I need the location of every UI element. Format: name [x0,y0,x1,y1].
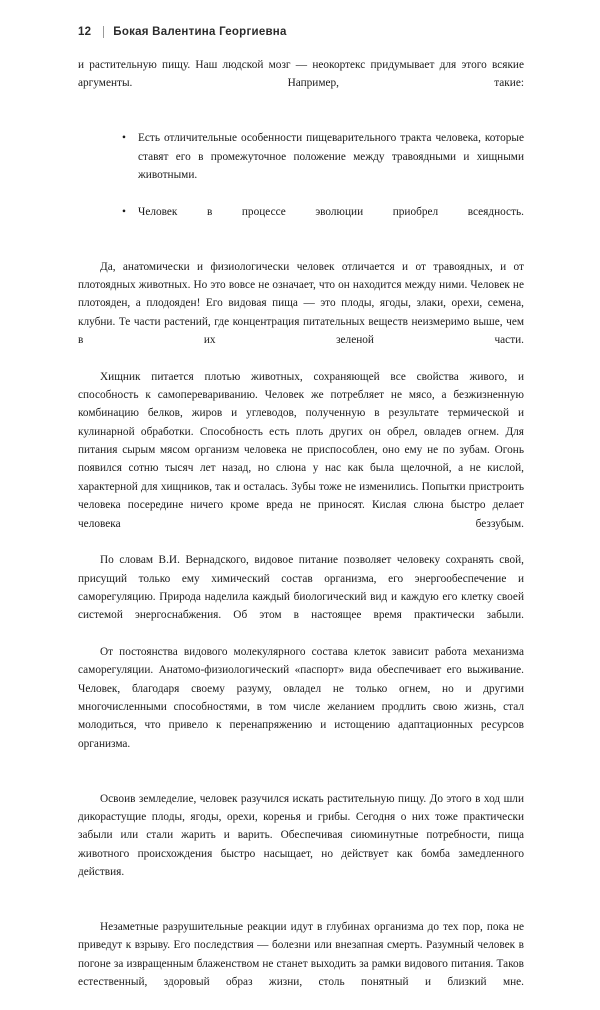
author-name: Бокая Валентина Георгиевна [113,26,287,38]
paragraph: Незаметные разрушительные реакции идут в глубинах организма до тех пор, пока не приведут к взрыву. Его последствия — болезни или внезапная смерть. Разумный человек в погоне за извращенным блаженством не станет выходить за рамки видового питания. Таков естественный, здоровый образ жизни, столь понятный и близкий мне. [78,920,524,988]
bullet-list [78,129,524,239]
list-item [78,129,524,202]
paragraph: Освоив земледелие, человек разучился искать растительную пищу. До этого в ход шли дикорастущие плоды, ягоды, орехи, коренья и грибы. Сегодня о них тоже практически забыли или стали жарить и варить. Обеспечивая сиюминутные потребности, пища животного происхождения быстро насыщает, но действует как бомба замедленного действия. [78,792,524,878]
running-head [78,26,287,38]
paragraph: Да, анатомически и физиологически человек отличается и от травоядных, и от плотоядных животных. Но это вовсе не означает, что он находится между ними. Человек не плотояден, а плодояден! Его видовая пища — это плоды, ягоды, злаки, орехи, семена, клубни. Те части растений, где концентрация питательных веществ неизмеримо выше, чем в их зеленой части. [78,260,524,347]
paragraph: По словам В.И. Вернадского, видовое питание позволяет человеку сохранять свой, присущий только ему химический состав организма, его энергообеспечение и саморегуляцию. Природа наделила каждый биологический вид и каждую его клетку своей системой энергоснабжения. Об этом в настоящее время практически забыли. [78,554,524,622]
list-item-text: Человек в процессе эволюции приобрел всеядность. [138,205,524,218]
bullet-marker-icon: • [122,132,126,145]
list-item-text: Есть отличительные особенности пищеварительного тракта человека, которые ставят его в промежуточное положение между травоядными и хищными животными. [138,132,524,182]
body-text-block [78,56,524,1010]
paragraph: От постоянства видового молекулярного состава клеток зависит работа механизма саморегуляции. Анатомо-физиологический «паспорт» вида обеспечивает его выживание. Человек, благодаря своему разуму, овладел не только огнем, но и другими многочисленными способностями, в том числе желанием продлить свою жизнь, стал молодиться, что привело к перенапряжению и истощению адаптационных ресурсов организма. [78,645,524,750]
running-head-divider [103,26,104,38]
paragraph: Хищник питается плотью животных, сохраняющей все свойства живого, и способность к самоперевариванию. Человек же потребляет не мясо, а безжизненную комбинацию белков, жиров и углеводов, полученную в результате термической и кулинарной обработки. Способность есть плоть других он обрел, овладев огнем. Для питания сырым мясом организм человека не приспособлен, оно ему не по зубам. Огонь появился сотню тысяч лет назад, но слюна у нас как была щелочной, а не кислой, характерной для хищников, так и осталась. Зубы тоже не изменились. Попытки пристроить человека посередине ничего кроме вреда не приносят. Кислая слюна быстро делает человека беззубым. [78,370,524,530]
list-item [78,203,524,240]
paragraph-continuation: и растительную пищу. Наш людской мозг — неокортекс придумывает для этого всякие аргументы. Например, такие: [78,59,524,90]
bullet-marker-icon: • [122,205,126,218]
page-number: 12 [78,26,92,38]
